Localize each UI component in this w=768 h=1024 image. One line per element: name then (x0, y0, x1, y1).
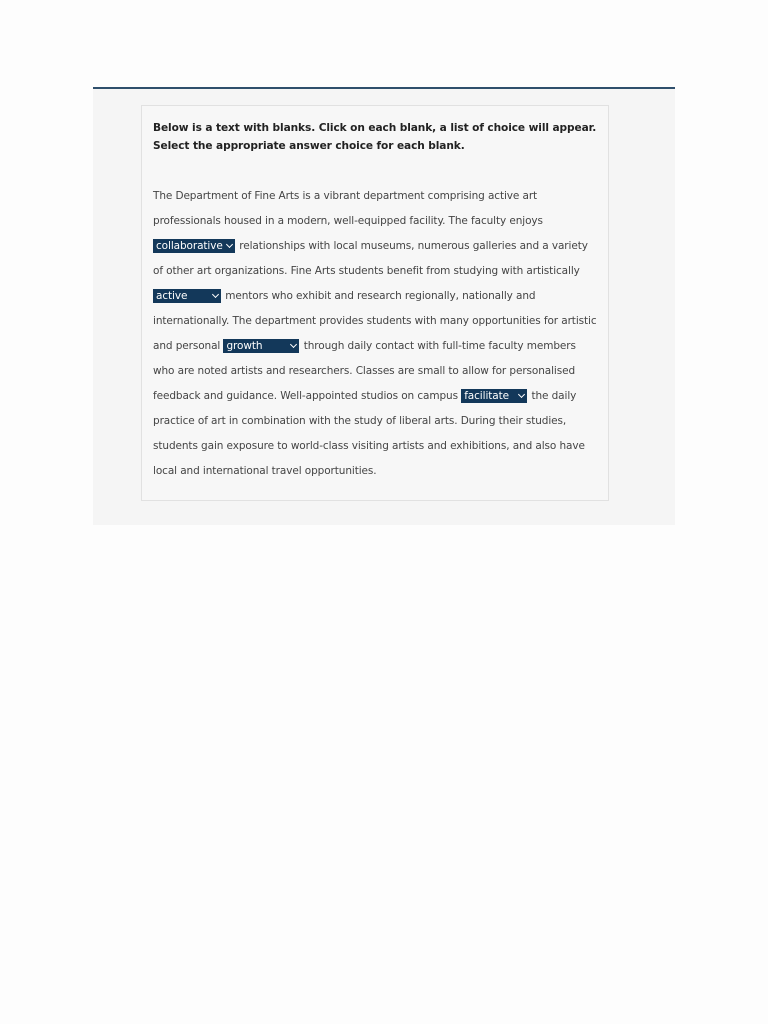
passage-segment: mentors who exhibit and research regionally, nationally and internationally. The department provides students with many opportunities for artistic and personal (153, 290, 597, 352)
chevron-down-icon (212, 291, 219, 298)
instructions-text: Below is a text with blanks. Click on each blank, a list of choice will appear. Select the appropriate answer choice for each blank. (153, 122, 597, 152)
blank-dropdown-1[interactable] (153, 239, 235, 253)
chevron-down-icon (290, 341, 297, 348)
blank-selected-value: facilitate (464, 390, 509, 402)
question-card (141, 105, 609, 501)
chevron-down-icon (518, 391, 525, 398)
passage-segment: through daily contact with full-time faculty members who are noted artists and researchers. Classes are small to allow for personalised feedback and guidance. Well-appointed studios on campus (153, 340, 576, 402)
blank-dropdown-2[interactable] (153, 289, 221, 303)
passage-text (153, 184, 598, 484)
blank-selected-value: active (156, 290, 188, 302)
blank-selected-value: growth (226, 340, 263, 352)
passage-segment: the daily practice of art in combination with the study of liberal arts. During their studies, students gain exposure to world-class visiting artists and exhibitions, and also have local and international travel opportunities. (153, 390, 585, 477)
blank-dropdown-3[interactable] (223, 339, 299, 353)
passage-segment: relationships with local museums, numerous galleries and a variety of other art organizations. Fine Arts students benefit from studying with artistically (153, 240, 588, 277)
passage-segment: The Department of Fine Arts is a vibrant department comprising active art professionals housed in a modern, well-equipped facility. The faculty enjoys (153, 190, 543, 227)
chevron-down-icon (226, 241, 233, 248)
question-panel (93, 87, 675, 525)
blank-selected-value: collaborative (156, 240, 223, 252)
blank-dropdown-4[interactable] (461, 389, 527, 403)
